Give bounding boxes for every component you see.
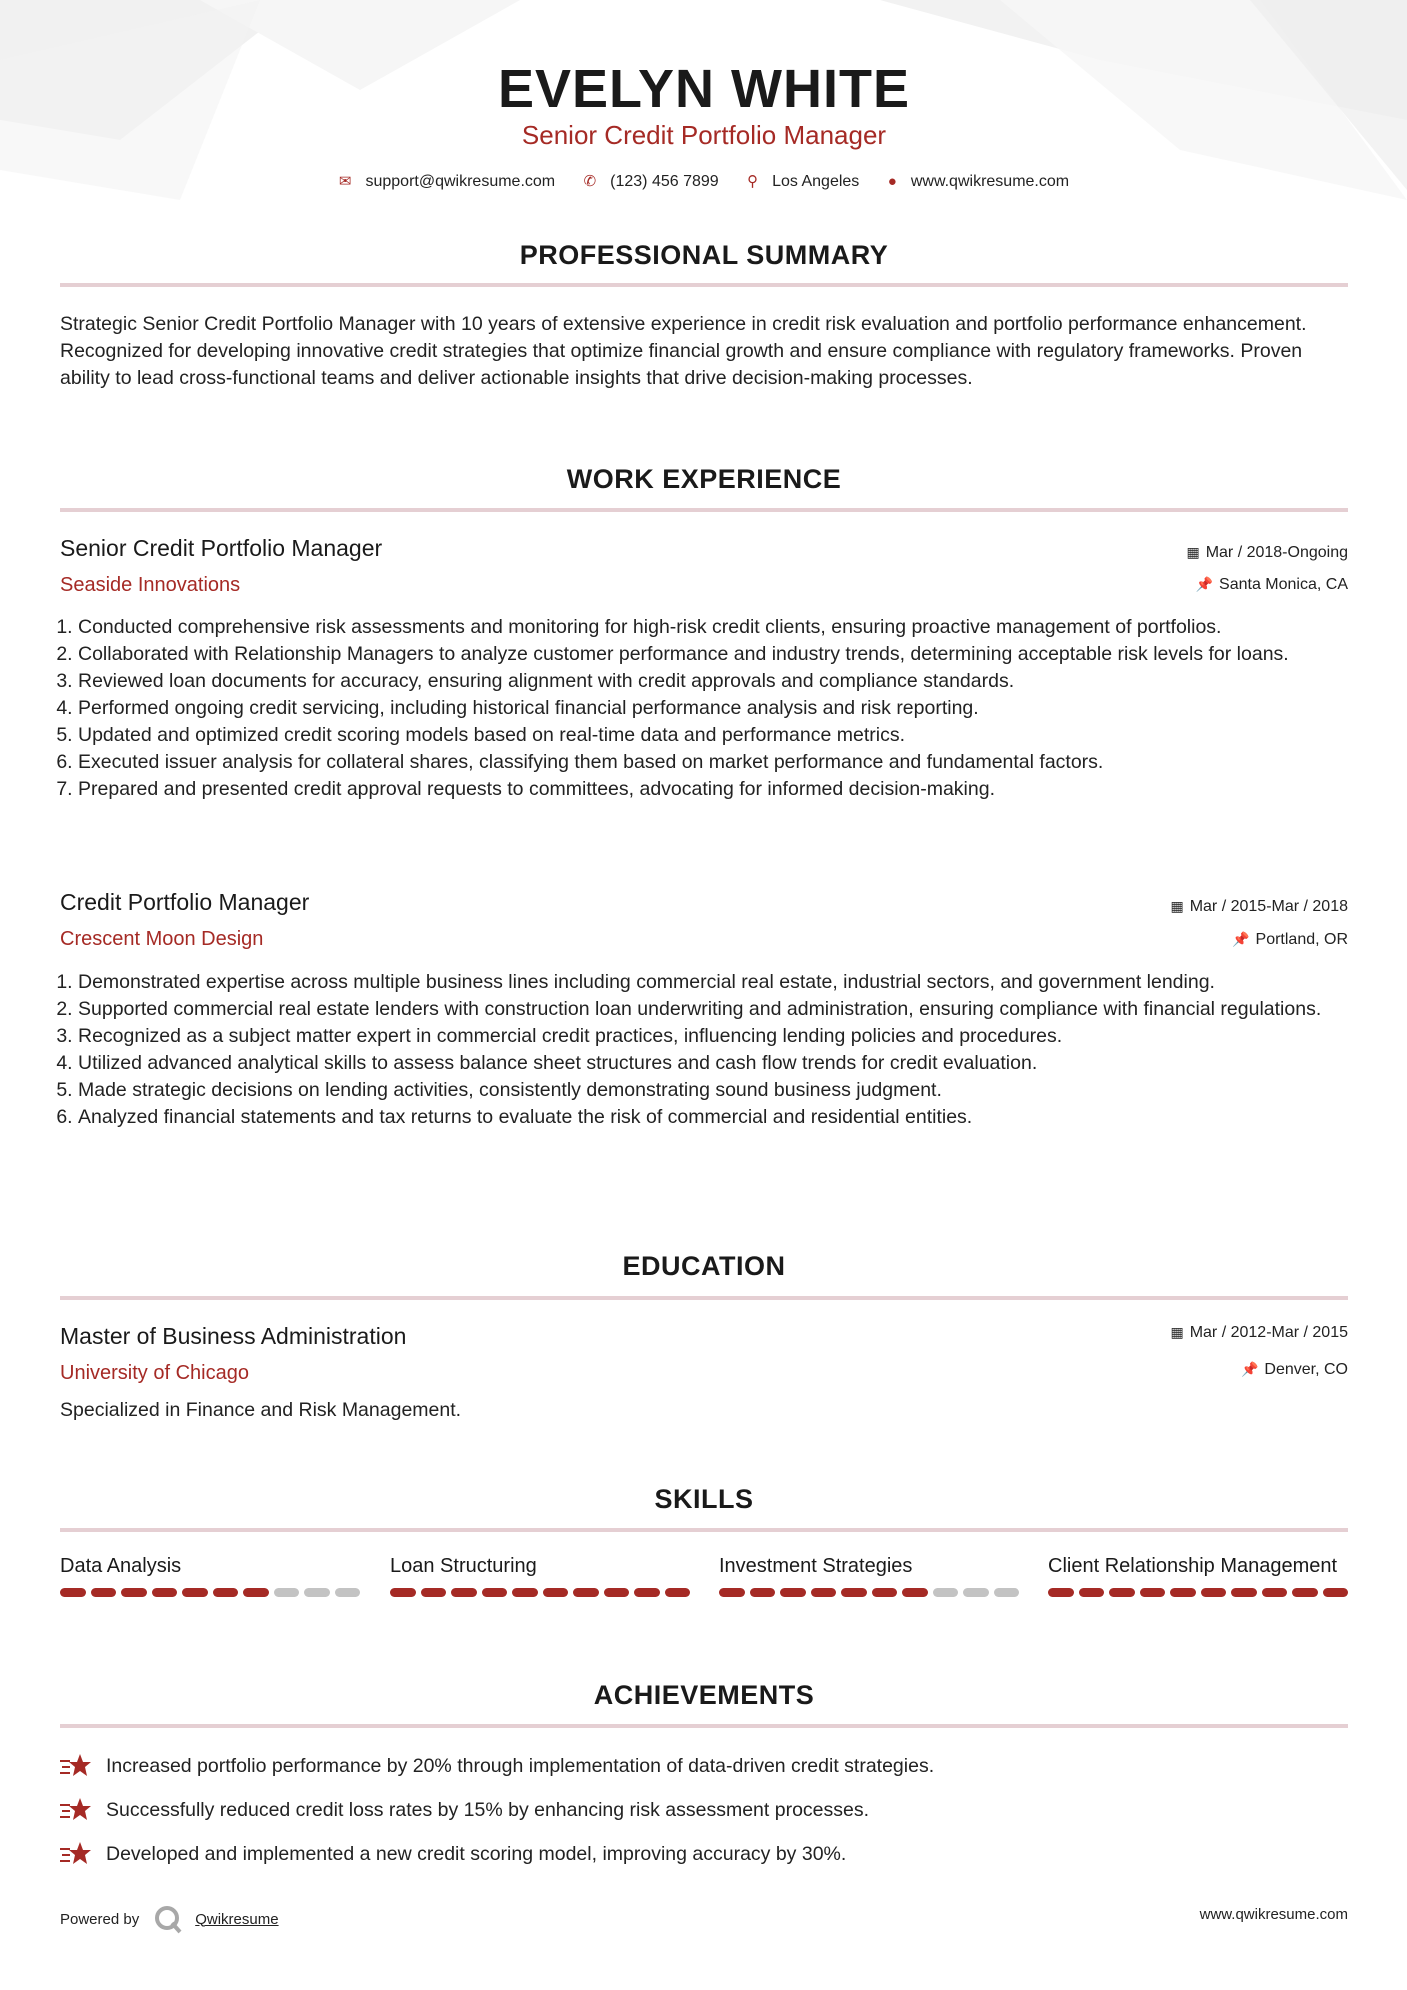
skill-segment-filled: [634, 1588, 660, 1597]
list-item: 2. Supported commercial real estate lenders with construction loan underwriting and administration, ensuring compliance with financial regulations.: [78, 996, 1366, 1023]
job-2-dates: ▦ Mar / 2015-Mar / 2018: [1170, 898, 1348, 915]
job-1-company: Seaside Innovations: [60, 574, 241, 596]
list-item: 6. Executed issuer analysis for collateral shares, classifying them based on market performance and fundamental factors.: [78, 749, 1366, 776]
skill-segment-filled: [421, 1588, 447, 1597]
skill-name: Loan Structuring: [390, 1555, 537, 1577]
skill-segment-filled: [390, 1588, 416, 1597]
skill-segment-filled: [152, 1588, 178, 1597]
contact-bar: [60, 172, 1348, 191]
qwikresume-link[interactable]: Qwikresume: [195, 1910, 279, 1928]
skill-segment-filled: [1140, 1588, 1166, 1597]
skill-segment-filled: [1292, 1588, 1318, 1597]
skill-segment-empty: [963, 1588, 989, 1597]
skill-segment-filled: [1201, 1588, 1227, 1597]
skill-segment-filled: [750, 1588, 776, 1597]
job-2-bullets: [60, 969, 1366, 1131]
experience-divider: [60, 508, 1348, 512]
globe-icon: ●: [887, 173, 897, 190]
skill-name: Data Analysis: [60, 1555, 182, 1577]
skill-segment-filled: [1170, 1588, 1196, 1597]
calendar-icon: ▦: [1186, 544, 1200, 560]
skills-divider: [60, 1528, 1348, 1532]
skill-segment-filled: [451, 1588, 477, 1597]
skill-segment-filled: [121, 1588, 147, 1597]
skill-level-bar: [390, 1588, 690, 1597]
skill-segment-filled: [1231, 1588, 1257, 1597]
list-item: 7. Prepared and presented credit approval requests to committees, advocating for informed decision-making.: [78, 776, 1366, 803]
contact-website[interactable]: ● www.qwikresume.com: [887, 173, 1070, 190]
list-item: 5. Updated and optimized credit scoring models based on real-time data and performance metrics.: [78, 722, 1366, 749]
skill-level-bar: [60, 1588, 360, 1597]
skill-segment-empty: [274, 1588, 300, 1597]
skill-segment-empty: [304, 1588, 330, 1597]
list-item: 6. Analyzed financial statements and tax returns to evaluate the risk of commercial and residential entities.: [78, 1104, 1366, 1131]
list-item: 5. Made strategic decisions on lending activities, consistently demonstrating sound business judgment.: [78, 1077, 1366, 1104]
education-location: 📌 Denver, CO: [1240, 1361, 1348, 1378]
list-item: 1. Demonstrated expertise across multiple business lines including commercial real estate, industrial sectors, and government lending.: [78, 969, 1366, 996]
job-2-title: Credit Portfolio Manager: [60, 889, 310, 915]
envelope-icon: ✉: [338, 173, 352, 190]
list-item: 4. Utilized advanced analytical skills to assess balance sheet structures and cash flow trends for credit evaluation.: [78, 1050, 1366, 1077]
skill-item: [390, 1552, 690, 1597]
skill-segment-filled: [1079, 1588, 1105, 1597]
summary-heading: PROFESSIONAL SUMMARY: [519, 240, 889, 270]
skill-name: Client Relationship Management: [1048, 1555, 1338, 1577]
footer-website[interactable]: www.qwikresume.com: [1199, 1906, 1348, 1923]
skill-segment-filled: [213, 1588, 239, 1597]
job-1-location: 📌 Santa Monica, CA: [1195, 576, 1348, 593]
skill-segment-filled: [665, 1588, 691, 1597]
job-1-dates: ▦ Mar / 2018-Ongoing: [1186, 544, 1348, 561]
skill-segment-filled: [872, 1588, 898, 1597]
skill-segment-filled: [1323, 1588, 1349, 1597]
skill-segment-filled: [543, 1588, 569, 1597]
skill-segment-filled: [482, 1588, 508, 1597]
experience-heading: WORK EXPERIENCE: [566, 464, 842, 494]
skill-segment-filled: [841, 1588, 867, 1597]
skill-name: Investment Strategies: [719, 1555, 913, 1577]
achievement-item: Successfully reduced credit loss rates by 15% by enhancing risk assessment processes.: [60, 1797, 869, 1823]
skill-segment-empty: [994, 1588, 1020, 1597]
skill-item: [1048, 1552, 1348, 1597]
skill-segment-filled: [91, 1588, 117, 1597]
skill-segment-filled: [60, 1588, 86, 1597]
skill-segment-empty: [335, 1588, 361, 1597]
list-item: 3. Recognized as a subject matter expert in commercial credit practices, influencing lending policies and procedures.: [78, 1023, 1366, 1050]
skill-item: [719, 1552, 1019, 1597]
skill-level-bar: [719, 1588, 1019, 1597]
candidate-name: EVELYN WHITE: [497, 59, 911, 119]
skill-segment-filled: [811, 1588, 837, 1597]
pin-icon: 📌: [1195, 576, 1214, 592]
star-award-icon: [60, 1797, 92, 1823]
star-award-icon: [60, 1841, 92, 1867]
education-dates: ▦ Mar / 2012-Mar / 2015: [1170, 1324, 1348, 1341]
star-award-icon: [60, 1753, 92, 1779]
skill-segment-empty: [933, 1588, 959, 1597]
candidate-role: Senior Credit Portfolio Manager: [521, 120, 887, 150]
summary-text: Strategic Senior Credit Portfolio Manager with 10 years of extensive experience in credit risk evaluation and portfolio performance enhancement. Recognized for developing innovative credit strategies that optimize financial growth and ensure compliance with regulatory frameworks. Proven ability to lead cross-functional teams and deliver actionable insights that drive decision-making processes.: [60, 313, 1307, 389]
skill-segment-filled: [1262, 1588, 1288, 1597]
achievements-heading: ACHIEVEMENTS: [593, 1680, 815, 1710]
job-2-location: 📌 Portland, OR: [1232, 931, 1348, 948]
skill-segment-filled: [780, 1588, 806, 1597]
skill-segment-filled: [512, 1588, 538, 1597]
education-school: University of Chicago: [60, 1362, 249, 1384]
pin-icon: 📌: [1232, 931, 1250, 947]
education-divider: [60, 1296, 1348, 1300]
skill-segment-filled: [902, 1588, 928, 1597]
skill-segment-filled: [1109, 1588, 1135, 1597]
map-marker-icon: ⚲: [747, 173, 759, 190]
skill-segment-filled: [604, 1588, 630, 1597]
achievement-item: Developed and implemented a new credit scoring model, improving accuracy by 30%.: [60, 1841, 846, 1867]
skill-segment-filled: [573, 1588, 599, 1597]
skill-level-bar: [1048, 1588, 1348, 1597]
achievements-divider: [60, 1724, 1348, 1728]
skill-segment-filled: [1048, 1588, 1074, 1597]
contact-phone[interactable]: ✆ (123) 456 7899: [583, 173, 719, 190]
list-item: 3. Reviewed loan documents for accuracy, ensuring alignment with credit approvals and compliance standards.: [78, 668, 1366, 695]
education-heading: EDUCATION: [622, 1251, 786, 1281]
skill-item: [60, 1552, 360, 1597]
job-1-bullets: [60, 614, 1366, 803]
skill-segment-filled: [243, 1588, 269, 1597]
job-2-company: Crescent Moon Design: [60, 928, 264, 950]
skills-heading: SKILLS: [654, 1484, 754, 1514]
list-item: 2. Collaborated with Relationship Managers to analyze customer performance and industry trends, determining acceptable risk levels for loans.: [78, 641, 1366, 668]
education-degree: Master of Business Administration: [60, 1323, 407, 1349]
job-1-title: Senior Credit Portfolio Manager: [60, 535, 383, 561]
skill-segment-filled: [182, 1588, 208, 1597]
achievement-item: Increased portfolio performance by 20% through implementation of data-driven credit strategies.: [60, 1753, 934, 1779]
education-note: Specialized in Finance and Risk Management.: [60, 1399, 462, 1421]
phone-icon: ✆: [583, 173, 597, 190]
list-item: 4. Performed ongoing credit servicing, including historical financial performance analysis and risk reporting.: [78, 695, 1366, 722]
contact-email[interactable]: ✉ support@qwikresume.com: [338, 173, 556, 190]
calendar-icon: ▦: [1170, 898, 1184, 914]
contact-location: ⚲ Los Angeles: [747, 173, 860, 190]
skill-segment-filled: [719, 1588, 745, 1597]
list-item: 1. Conducted comprehensive risk assessments and monitoring for high-risk credit clients, ensuring proactive management of portfolios.: [78, 614, 1366, 641]
summary-divider: [60, 283, 1348, 287]
pin-icon: 📌: [1240, 1361, 1259, 1377]
calendar-icon: ▦: [1170, 1324, 1184, 1340]
qwikresume-logo-icon: [153, 1904, 183, 1934]
footer-powered-by: Powered by Qwikresume: [60, 1904, 279, 1934]
